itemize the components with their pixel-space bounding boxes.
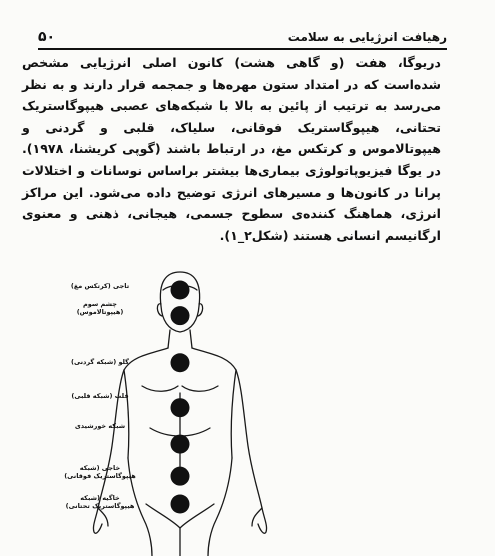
chakra-point-sacral (171, 467, 190, 486)
page-header (38, 26, 447, 50)
chakra-point-heart (171, 398, 190, 417)
body-paragraph: دریوگا، هفت (و گاهی هشت) کانون اصلی انرژیایی مشخص شده‌است که در امتداد ستون مهره‌ها و جمجمه قرار دارند و به نظر می‌رسد به ترتیب از پائین به بالا با شبکه‌های عصبی هیپوگاستریک تحتانی، هیپوگاستریک فوقانی، سلیاک، قلبی و گردنی و هیپوتالاموس و کرتکس مغ، در ارتباط باشند (گوپی کریشنا، ۱۹۷۸). در یوگا فیزیوپاتولوژی بیماری‌ها بیشتر براساس نوسانات و اختلالات پرانا در کانون‌ها و مسیرهای انرژی توضیح داده می‌شود. این مراکز انرژی، هماهنگ کننده‌ی سطوح جسمی، هیجانی، ذهنی و معنوی ارگانیسم انسانی هستند (شکل۲_۱). (22, 55, 441, 243)
chakra-point-third-eye (171, 306, 190, 325)
chakra-label-root: خاگیه (شبکه هیپوگاستریک تحتانی) (65, 494, 135, 510)
running-title: رهیافت انرژیایی به سلامت (287, 30, 447, 44)
chakra-label-crown: تاجی (کرتکس مغ) (70, 282, 130, 290)
chakra-label-throat: گلو (شبکه گردنی) (71, 358, 129, 366)
chakra-label-solar-plexus: شبکه خورشیدی (74, 422, 126, 430)
chakra-point-solar-plexus (171, 435, 190, 454)
chakra-label-third-eye: چشم سوم (هیپوتالاموس) (76, 300, 124, 316)
chakra-label-heart: قلب (شبکه قلبی) (71, 392, 129, 400)
chakra-label-sacral: خاجی (شبکه هیپوگاستریک فوقانی) (64, 464, 136, 480)
chakra-figure (0, 268, 495, 556)
chakra-point-root (171, 495, 190, 514)
page-number: ۵۰ (38, 29, 56, 45)
chakra-point-throat (171, 353, 190, 372)
chakra-point-crown (171, 281, 190, 300)
